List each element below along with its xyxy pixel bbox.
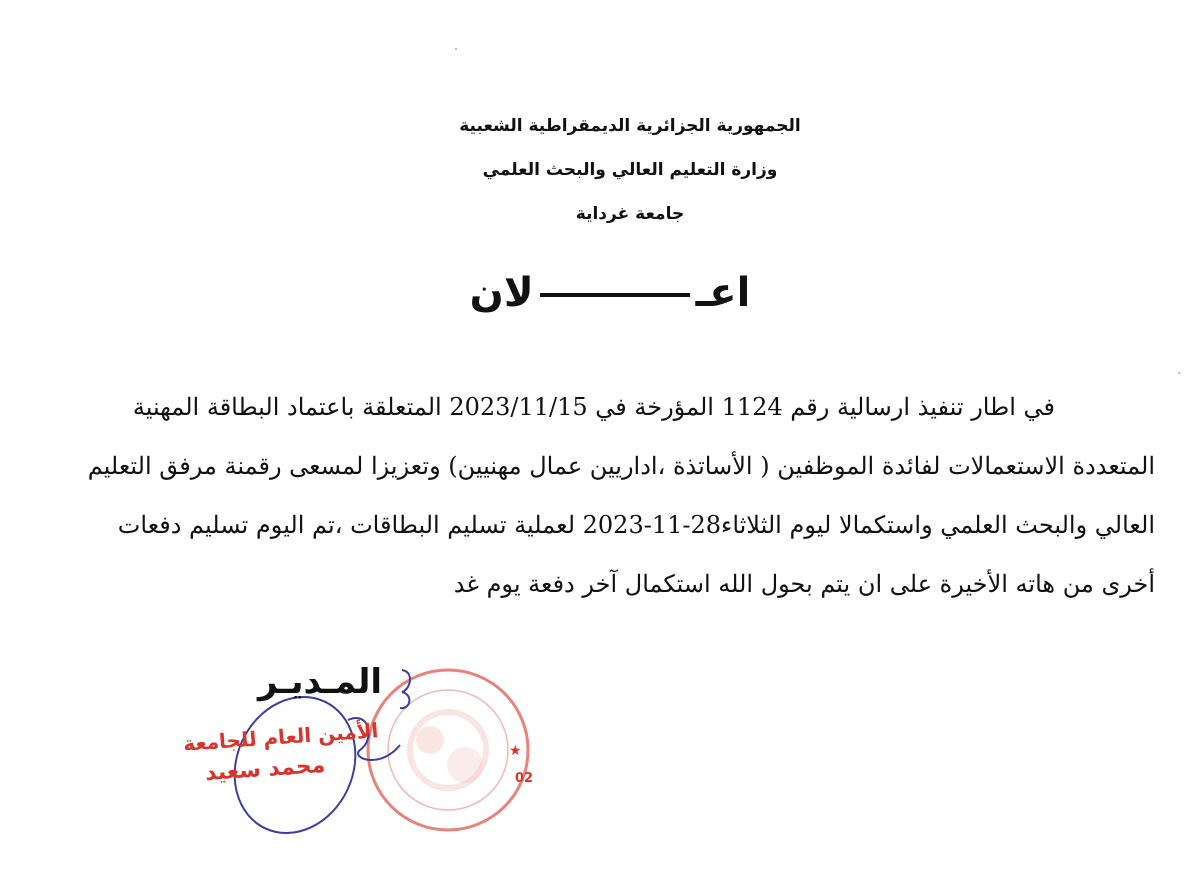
letterhead-ministry: وزارة التعليم العالي والبحث العلمي — [482, 160, 778, 180]
letterhead-republic: الجمهورية الجزائرية الديمقراطية الشعبية — [459, 116, 801, 136]
seal-number: 02 — [515, 771, 534, 786]
body-line-2: المتعددة الاستعمالات لفائدة الموظفين ( الأساتذة ،اداريين عمال مهنيين) وتعزيزا لمسعى رقمنة مرفق التعليم — [87, 452, 1155, 480]
body-line-1: في اطار تنفيذ ارسالية رقم 1124 المؤرخة في 2023/11/15 المتعلقة باعتماد البطاقة المهنية — [132, 393, 1055, 421]
announcement-title-end: لان — [469, 270, 534, 316]
stamp-secretary-general: الأمين العام للجامعة — [182, 718, 380, 756]
scan-speck — [455, 48, 457, 50]
announcement-title — [420, 270, 800, 316]
body-line-3: العالي والبحث العلمي واستكمالا ليوم الثلاثاء28-11-2023 لعملية تسليم البطاقات ،تم اليوم تسليم دفعات — [117, 511, 1155, 539]
announcement-title-start: اعـ — [695, 270, 751, 316]
announcement-body — [55, 378, 1155, 614]
letterhead — [400, 104, 860, 236]
scan-speck — [1178, 372, 1180, 374]
title-kashida-bar — [540, 293, 690, 297]
seal-star-icon: ★ — [509, 743, 522, 759]
letterhead-university: جامعة غرداية — [575, 204, 685, 224]
stamp-signatory-name: محمد سعيد — [204, 752, 327, 787]
director-title: المـديـر — [257, 662, 382, 702]
body-line-4: أخرى من هاته الأخيرة على ان يتم بحول الله استكمال آخر دفعة يوم غد — [453, 570, 1155, 598]
